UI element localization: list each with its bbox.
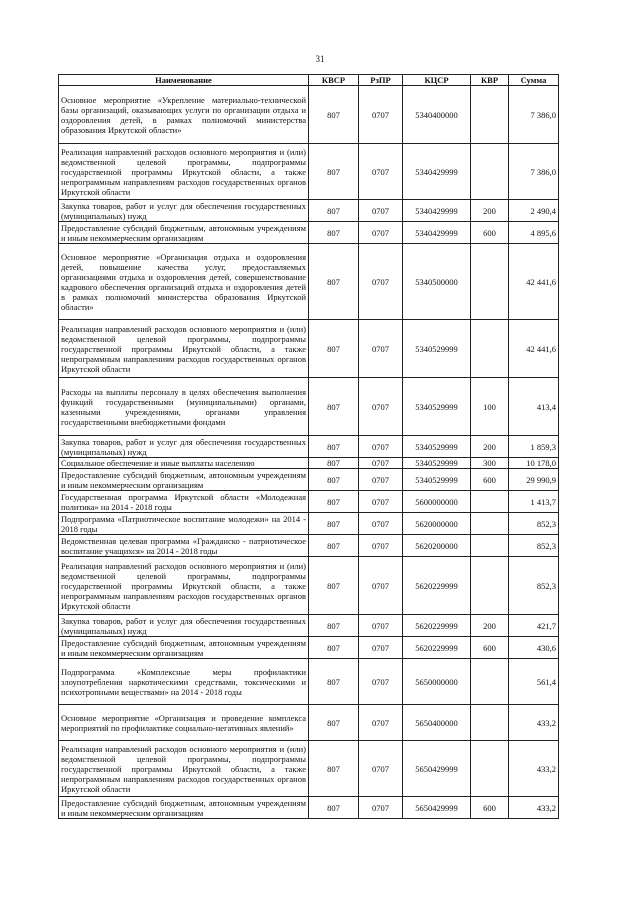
row-name: Расходы на выплаты персоналу в целях обеспечения выполнения функций государственными (муниципальными) органами, казенными учреждениями, органами управления государственными внебюджетными фондами [59,378,309,436]
row-name: Закупка товаров, работ и услуг для обеспечения государственных (муниципальных) нужд [59,436,309,458]
row-kvr [471,244,509,320]
table-row [59,741,559,797]
row-kvsr: 807 [309,513,359,535]
row-kvsr: 807 [309,797,359,819]
table-row [59,535,559,557]
row-kcsr: 5340429999 [403,222,471,244]
header-kvsr: КВСР [309,75,359,86]
table-row [59,615,559,637]
row-sum: 430,6 [509,637,559,659]
row-rzpr: 0707 [359,469,403,491]
row-kcsr: 5600000000 [403,491,471,513]
row-rzpr: 0707 [359,320,403,378]
row-kcsr: 5340529999 [403,469,471,491]
row-name: Реализация направлений расходов основного мероприятия и (или) ведомственной целевой программы, подпрограммы государственной программы Иркутской области, а также непрограммным направлениям расходов государственных органов Иркутской области [59,320,309,378]
row-kcsr: 5340529999 [403,320,471,378]
row-sum: 433,2 [509,741,559,797]
row-rzpr: 0707 [359,436,403,458]
row-name: Ведомственная целевая программа «Гражданско - патриотическое воспитание учащихся» на 2014 - 2018 годы [59,535,309,557]
row-kvr [471,741,509,797]
row-kcsr: 5620229999 [403,637,471,659]
row-name: Основное мероприятие «Организация отдыха и оздоровления детей, повышение качества услуг, предоставляемых организациями отдыха и оздоровления детей, совершенствование кадрового обеспечения организаций отдыха и оздоровления детей в рамках полномочий министерства образования Иркутской области» [59,244,309,320]
row-kvr: 600 [471,637,509,659]
row-kvr: 200 [471,436,509,458]
row-rzpr: 0707 [359,659,403,705]
row-sum: 561,4 [509,659,559,705]
row-kcsr: 5620000000 [403,513,471,535]
table-row [59,436,559,458]
row-kcsr: 5620229999 [403,615,471,637]
row-kcsr: 5650429999 [403,741,471,797]
row-kvr: 100 [471,378,509,436]
row-kvr: 200 [471,200,509,222]
row-rzpr: 0707 [359,222,403,244]
row-rzpr: 0707 [359,378,403,436]
row-kvr: 600 [471,797,509,819]
table-row [59,144,559,200]
row-name: Реализация направлений расходов основного мероприятия и (или) ведомственной целевой программы, подпрограммы государственной программы Иркутской области, а также непрограммным направлениям расходов государственных органов Иркутской области [59,144,309,200]
table-row [59,222,559,244]
row-kvr [471,513,509,535]
row-kvr: 200 [471,615,509,637]
row-sum: 29 990,9 [509,469,559,491]
row-rzpr: 0707 [359,86,403,144]
row-name: Предоставление субсидий бюджетным, автономным учреждениям и иным некоммерческим организациям [59,797,309,819]
row-name: Предоставление субсидий бюджетным, автономным учреждениям и иным некоммерческим организациям [59,637,309,659]
table-row [59,491,559,513]
row-kvsr: 807 [309,200,359,222]
row-kvsr: 807 [309,378,359,436]
row-kvr [471,491,509,513]
table-row [59,705,559,741]
row-sum: 7 386,0 [509,144,559,200]
row-name: Закупка товаров, работ и услуг для обеспечения государственных (муниципальных) нужд [59,200,309,222]
row-rzpr: 0707 [359,741,403,797]
row-kvr [471,659,509,705]
row-kvr: 300 [471,458,509,469]
table-row [59,378,559,436]
table-row [59,200,559,222]
table-row [59,797,559,819]
row-name: Основное мероприятие «Организация и проведение комплекса мероприятий по профилактике социально-негативных явлений» [59,705,309,741]
row-kcsr: 5340500000 [403,244,471,320]
row-name: Подпрограмма «Комплексные меры профилактики злоупотребления наркотическими средствами, токсическими и психотропными веществами» на 2014 - 2018 годы [59,659,309,705]
row-sum: 852,3 [509,513,559,535]
row-rzpr: 0707 [359,615,403,637]
row-name: Закупка товаров, работ и услуг для обеспечения государственных (муниципальных) нужд [59,615,309,637]
row-kvsr: 807 [309,557,359,615]
table-row [59,637,559,659]
row-kcsr: 5340529999 [403,378,471,436]
table-row [59,244,559,320]
row-kvsr: 807 [309,244,359,320]
table-row [59,458,559,469]
row-sum: 42 441,6 [509,244,559,320]
row-kvsr: 807 [309,458,359,469]
row-kcsr: 5620229999 [403,557,471,615]
row-sum: 413,4 [509,378,559,436]
row-sum: 852,3 [509,535,559,557]
row-name: Реализация направлений расходов основного мероприятия и (или) ведомственной целевой программы, подпрограммы государственной программы Иркутской области, а также непрограммным направлениям расходов государственных органов Иркутской области [59,741,309,797]
table-row [59,86,559,144]
row-rzpr: 0707 [359,637,403,659]
row-sum: 1 859,3 [509,436,559,458]
budget-table [58,74,559,819]
row-kcsr: 5340400000 [403,86,471,144]
row-name: Подпрограмма «Патриотическое воспитание молодежи» на 2014 - 2018 годы [59,513,309,535]
row-kvr: 600 [471,469,509,491]
row-name: Государственная программа Иркутской области «Молодежная политика» на 2014 - 2018 годы [59,491,309,513]
row-sum: 4 895,6 [509,222,559,244]
row-rzpr: 0707 [359,458,403,469]
table-row [59,469,559,491]
row-name: Основное мероприятие «Укрепление материально-технической базы организаций, оказывающих услуги по организации отдыха и оздоровления детей, в рамках полномочий министерства образования Иркутской области» [59,86,309,144]
row-kvr [471,557,509,615]
row-sum: 10 178,0 [509,458,559,469]
row-name: Предоставление субсидий бюджетным, автономным учреждениям и иным некоммерческим организациям [59,222,309,244]
row-sum: 433,2 [509,797,559,819]
row-kvsr: 807 [309,86,359,144]
row-rzpr: 0707 [359,244,403,320]
row-sum: 42 441,6 [509,320,559,378]
row-rzpr: 0707 [359,144,403,200]
row-kcsr: 5650429999 [403,797,471,819]
row-kvr [471,144,509,200]
row-sum: 421,7 [509,615,559,637]
row-rzpr: 0707 [359,705,403,741]
row-kcsr: 5650000000 [403,659,471,705]
row-rzpr: 0707 [359,491,403,513]
row-kvr [471,705,509,741]
row-sum: 852,3 [509,557,559,615]
row-sum: 2 490,4 [509,200,559,222]
header-kcsr: КЦСР [403,75,471,86]
row-sum: 7 386,0 [509,86,559,144]
row-name: Предоставление субсидий бюджетным, автономным учреждениям и иным некоммерческим организациям [59,469,309,491]
row-kcsr: 5620200000 [403,535,471,557]
row-kvr [471,320,509,378]
row-rzpr: 0707 [359,797,403,819]
row-name: Социальное обеспечение и иные выплаты населению [59,458,309,469]
row-kcsr: 5340529999 [403,436,471,458]
table-row [59,513,559,535]
table-row [59,659,559,705]
row-sum: 1 413,7 [509,491,559,513]
row-sum: 433,2 [509,705,559,741]
row-kcsr: 5340429999 [403,144,471,200]
row-rzpr: 0707 [359,513,403,535]
header-sum: Сумма [509,75,559,86]
row-kvsr: 807 [309,535,359,557]
table-row [59,320,559,378]
row-kvsr: 807 [309,469,359,491]
row-kvsr: 807 [309,637,359,659]
row-rzpr: 0707 [359,535,403,557]
row-name: Реализация направлений расходов основного мероприятия и (или) ведомственной целевой программы, подпрограммы государственной программы Иркутской области, а также непрограммным направлениям расходов государственных органов Иркутской области [59,557,309,615]
row-rzpr: 0707 [359,557,403,615]
row-kcsr: 5340429999 [403,200,471,222]
header-rzpr: РзПР [359,75,403,86]
row-kvr [471,535,509,557]
row-kvsr: 807 [309,222,359,244]
row-kcsr: 5650400000 [403,705,471,741]
row-kcsr: 5340529999 [403,458,471,469]
row-kvsr: 807 [309,659,359,705]
row-kvsr: 807 [309,615,359,637]
header-name: Наименование [59,75,309,86]
table-header-row [59,75,559,86]
page-number: 31 [315,54,325,64]
row-kvsr: 807 [309,144,359,200]
row-kvsr: 807 [309,705,359,741]
row-kvr [471,86,509,144]
row-kvr: 600 [471,222,509,244]
table-row [59,557,559,615]
row-kvsr: 807 [309,491,359,513]
row-kvsr: 807 [309,436,359,458]
row-kvsr: 807 [309,741,359,797]
row-rzpr: 0707 [359,200,403,222]
row-kvsr: 807 [309,320,359,378]
header-kvr: КВР [471,75,509,86]
